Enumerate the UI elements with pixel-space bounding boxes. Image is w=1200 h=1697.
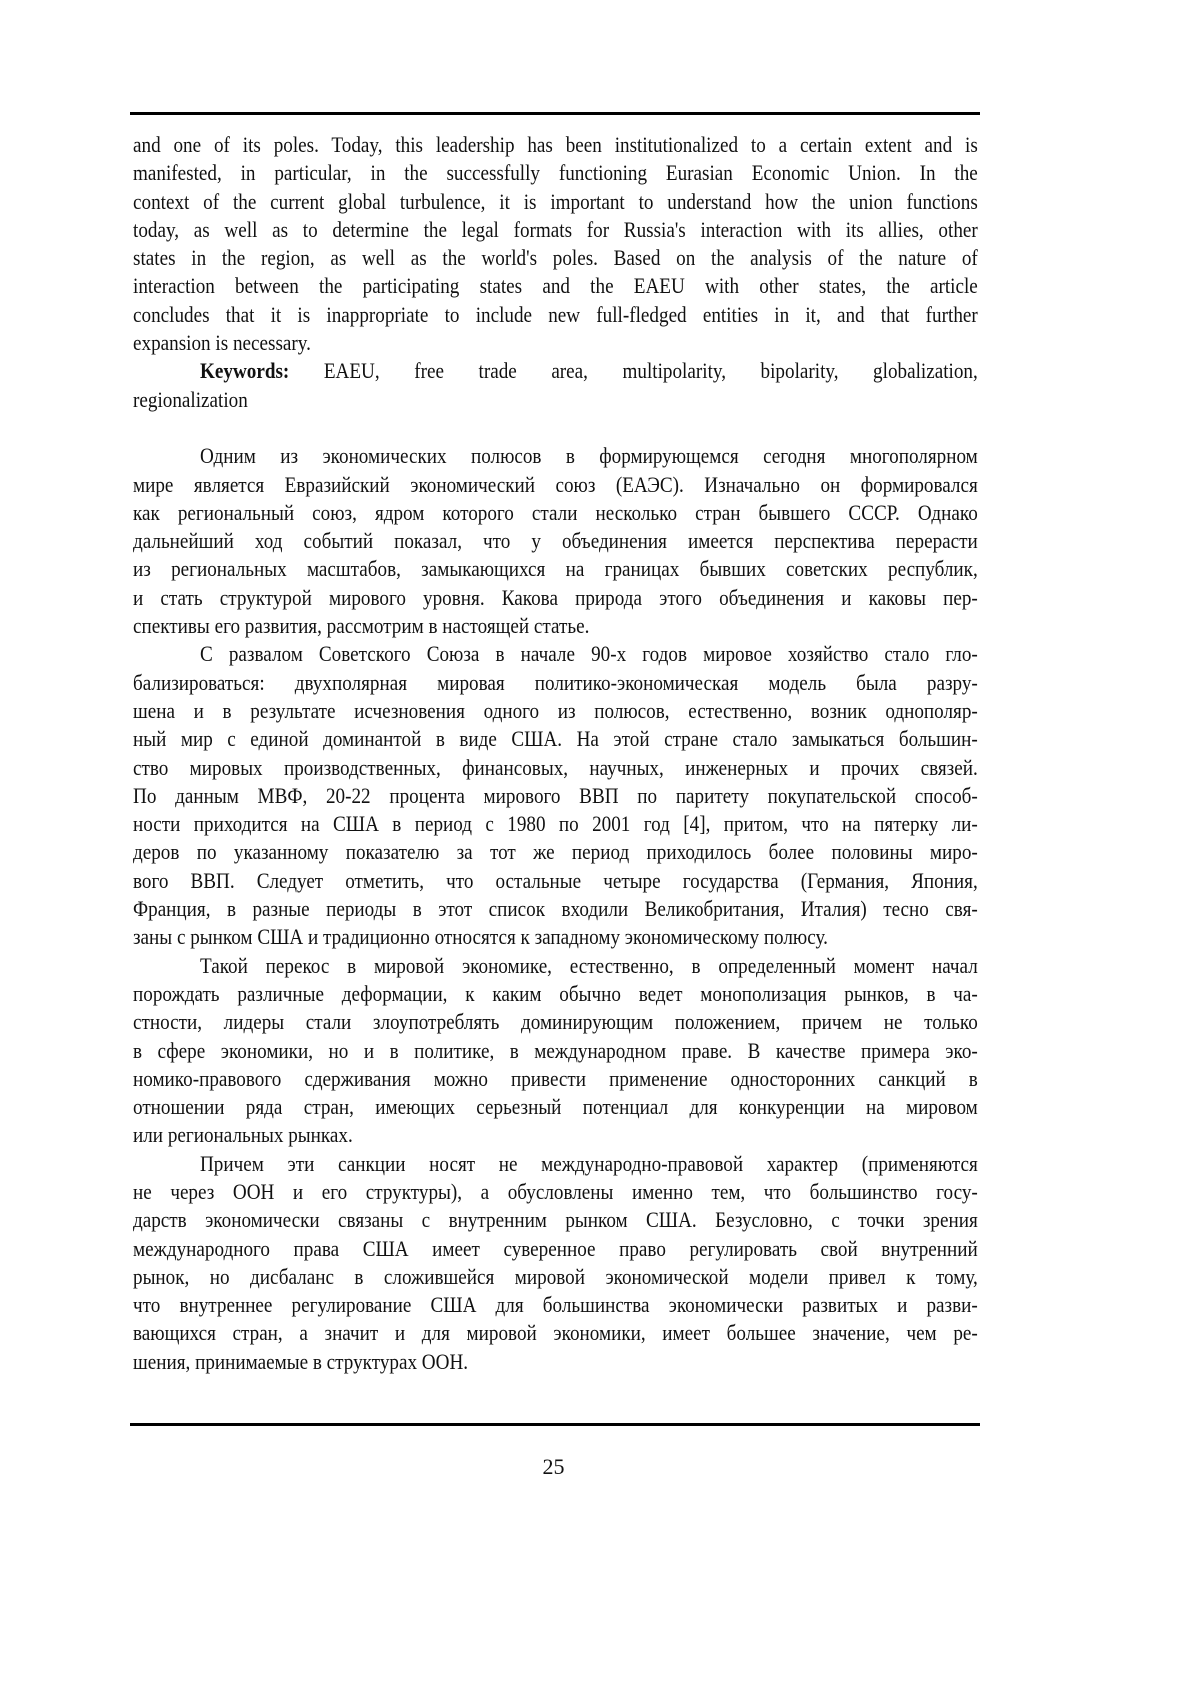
text-line: номико-правового сдерживания можно привести применение односторонних санкций в xyxy=(133,1065,978,1093)
header-rule xyxy=(130,112,980,115)
text-line: или региональных рынках. xyxy=(133,1121,978,1149)
text-line: деров по указанному показателю за тот же период приходилось более половины миро- xyxy=(133,838,978,866)
text-line: стности, лидеры стали злоупотреблять доминирующим положением, причем не только xyxy=(133,1008,978,1036)
text-line: expansion is necessary. xyxy=(133,329,978,357)
keywords-text: EAEU, free trade area, multipolarity, bipolarity, globalization, xyxy=(324,358,978,383)
text-line: в сфере экономики, но и в политике, в международном праве. В качестве примера эко- xyxy=(133,1037,978,1065)
text-line: вающихся стран, а значит и для мировой экономики, имеет большее значение, чем ре- xyxy=(133,1319,978,1347)
paragraph xyxy=(133,640,978,951)
text-line: ство мировых производственных, финансовых, научных, инженерных и прочих связей. xyxy=(133,754,978,782)
text-line: мире является Евразийский экономический союз (ЕАЭС). Изначально он формировался xyxy=(133,471,978,499)
text-line: спективы его развития, рассмотрим в настоящей статье. xyxy=(133,612,978,640)
paragraph xyxy=(133,442,978,640)
text-line: что внутреннее регулирование США для большинства экономически развитых и разви- xyxy=(133,1291,978,1319)
paragraph xyxy=(133,1150,978,1376)
spacer xyxy=(133,414,978,442)
text-line: today, as well as to determine the legal formats for Russia's interaction with its allies, other xyxy=(133,216,978,244)
text-line: and one of its poles. Today, this leadership has been institutionalized to a certain extent and is xyxy=(133,131,978,159)
text-line: из региональных масштабов, замыкающихся на границах бывших советских республик, xyxy=(133,555,978,583)
keywords-label: Keywords: xyxy=(200,358,289,383)
text-line: заны с рынком США и традиционно относятся к западному экономическому полюсу. xyxy=(133,923,978,951)
text-line: бализироваться: двухполярная мировая политико-экономическая модель была разру- xyxy=(133,669,978,697)
keywords-line xyxy=(133,357,978,385)
text-line: interaction between the participating states and the EAEU with other states, the article xyxy=(133,272,978,300)
text-line: ности приходится на США в период с 1980 по 2001 год [4], притом, что на пятерку ли- xyxy=(133,810,978,838)
text-line: Франция, в разные периоды в этот список входили Великобритания, Италия) тесно свя- xyxy=(133,895,978,923)
text-line: не через ООН и его структуры), а обусловлены именно тем, что большинство госу- xyxy=(133,1178,978,1206)
text-line: шения, принимаемые в структурах ООН. xyxy=(133,1348,978,1376)
footer-rule xyxy=(130,1423,980,1426)
paragraph xyxy=(133,952,978,1150)
text-line: Одним из экономических полюсов в формирующемся сегодня многополярном xyxy=(133,442,978,470)
text-line: Такой перекос в мировой экономике, естественно, в определенный момент начал xyxy=(133,952,978,980)
main-text xyxy=(133,442,978,1376)
text-line: states in the region, as well as the world's poles. Based on the analysis of the nature of xyxy=(133,244,978,272)
text-line: рынок, но дисбаланс в сложившейся мировой экономической модели привел к тому, xyxy=(133,1263,978,1291)
page-body xyxy=(133,131,978,1376)
text-line: manifested, in particular, in the successfully functioning Eurasian Economic Union. In the xyxy=(133,159,978,187)
text-line: concludes that it is inappropriate to include new full-fledged entities in it, and that further xyxy=(133,301,978,329)
text-line: отношении ряда стран, имеющих серьезный потенциал для конкуренции на мировом xyxy=(133,1093,978,1121)
text-line: По данным МВФ, 20-22 процента мирового ВВП по паритету покупательской способ- xyxy=(133,782,978,810)
text-line: вого ВВП. Следует отметить, что остальные четыре государства (Германия, Япония, xyxy=(133,867,978,895)
text-line: порождать различные деформации, к каким обычно ведет монополизация рынков, в ча- xyxy=(133,980,978,1008)
text-line: дальнейший ход событий показал, что у объединения имеется перспектива перерасти xyxy=(133,527,978,555)
text-line: шена и в результате исчезновения одного из полюсов, естественно, возник однополяр- xyxy=(133,697,978,725)
text-line: дарств экономически связаны с внутренним рынком США. Безусловно, с точки зрения xyxy=(133,1206,978,1234)
text-line: как региональный союз, ядром которого стали несколько стран бывшего СССР. Однако xyxy=(133,499,978,527)
text-line: С развалом Советского Союза в начале 90-х годов мировое хозяйство стало гло- xyxy=(133,640,978,668)
text-line: context of the current global turbulence, it is important to understand how the union functions xyxy=(133,188,978,216)
page-number: 25 xyxy=(0,1454,1107,1480)
text-line: ный мир с единой доминантой в виде США. На этой стране стало замыкаться большин- xyxy=(133,725,978,753)
text-line: международного права США имеет суверенное право регулировать свой внутренний xyxy=(133,1235,978,1263)
abstract xyxy=(133,131,978,357)
text-line: Причем эти санкции носят не международно-правовой характер (применяются xyxy=(133,1150,978,1178)
keywords-line-2: regionalization xyxy=(133,386,978,414)
text-line: и стать структурой мирового уровня. Какова природа этого объединения и каковы пер- xyxy=(133,584,978,612)
